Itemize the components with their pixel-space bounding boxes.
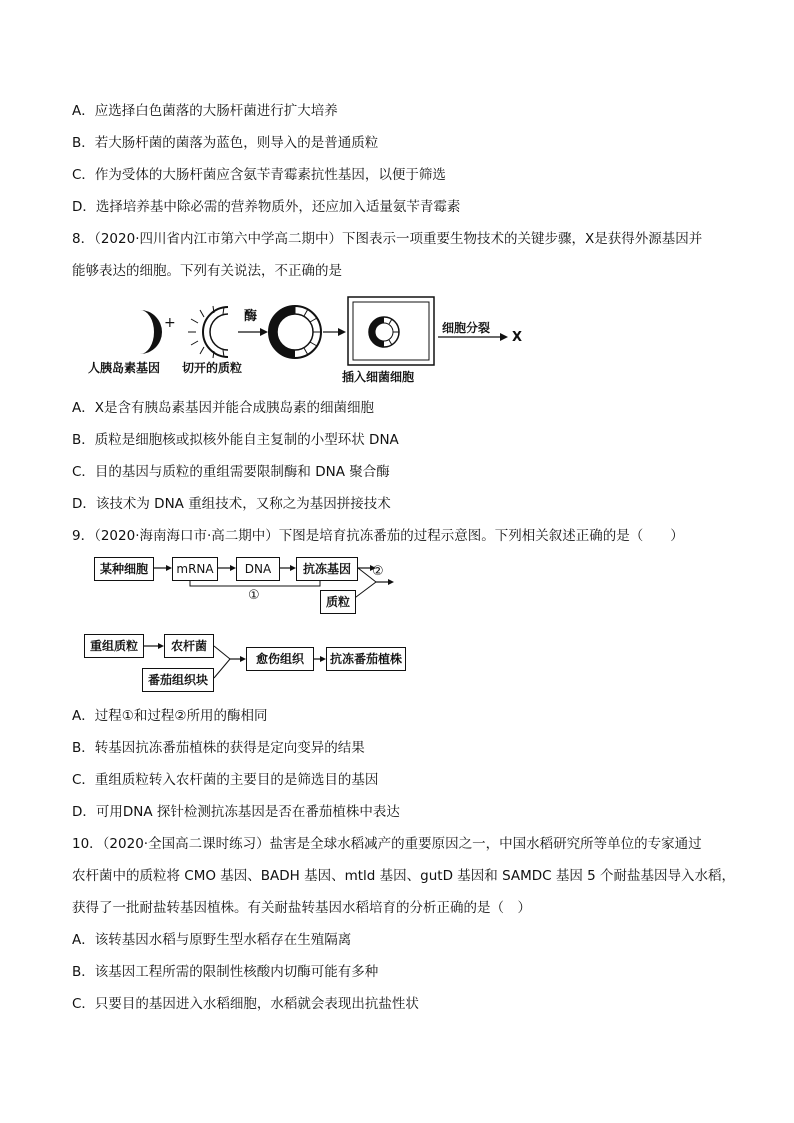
q10-option-b: B．该基因工程所需的限制性核酸内切酶可能有多种 (72, 964, 379, 980)
q8-option-a: A．X是含有胰岛素基因并能合成胰岛素的细菌细胞 (72, 400, 374, 416)
opened-plasmid-shape (188, 306, 228, 358)
box-recombinant-plasmid: 重组质粒 (84, 634, 144, 658)
x-label: X (512, 330, 523, 345)
q8-option-b: B．质粒是细胞核或拟核外能自主复制的小型环状 DNA (72, 432, 399, 448)
box-agrobacterium: 农杆菌 (164, 634, 214, 658)
q8-stem-line2: 能够表达的细胞。下列有关说法，不正确的是 (72, 263, 342, 279)
recombinant-plasmid-shape (269, 306, 321, 358)
q8-stem-line1: 8．（2020·四川省内江市第六中学高二期中）下图表示一项重要生物技术的关键步骤，X是获得外源基因并 (72, 231, 703, 247)
box-antifreeze-gene: 抗冻基因 (296, 557, 358, 581)
q7-option-a: A．应选择白色菌落的大肠杆菌进行扩大培养 (72, 103, 338, 119)
insulin-gene-shape (140, 310, 162, 354)
bacterial-cell-shape (348, 297, 434, 365)
q9-figure (80, 552, 410, 697)
q7-option-c: C．作为受体的大肠杆菌应含氨苄青霉素抗性基因，以便于筛选 (72, 167, 446, 183)
box-callus: 愈伤组织 (246, 647, 314, 671)
insert-bacteria-label: 插入细菌细胞 (342, 370, 415, 384)
q10-stem-line3: 获得了一批耐盐转基因植株。有关耐盐转基因水稻培育的分析正确的是（ ） (72, 900, 531, 916)
q9-option-d: D．可用DNA 探针检测抗冻基因是否在番茄植株中表达 (72, 804, 400, 820)
enzyme-label: 酶 (244, 309, 258, 324)
box-some-cell: 某种细胞 (94, 557, 154, 581)
q8-option-c: C．目的基因与质粒的重组需要限制酶和 DNA 聚合酶 (72, 464, 390, 480)
q9-option-c: C．重组质粒转入农杆菌的主要目的是筛选目的基因 (72, 772, 379, 788)
q9-stem: 9．（2020·海南海口市·高二期中）下图是培育抗冻番茄的过程示意图。下列相关叙述正确的是（ ） (72, 528, 684, 544)
plus-sign: + (164, 315, 176, 331)
box-dna: DNA (236, 557, 280, 581)
process-2-mark: ② (372, 564, 384, 579)
cell-division-label: 细胞分裂 (442, 321, 491, 335)
q9-option-b: B．转基因抗冻番茄植株的获得是定向变异的结果 (72, 740, 365, 756)
box-plasmid: 质粒 (320, 590, 356, 614)
q10-stem-line1: 10．（2020·全国高二课时练习）盐害是全球水稻减产的重要原因之一，中国水稻研究所等单位的专家通过 (72, 836, 702, 852)
q7-option-b: B．若大肠杆菌的菌落为蓝色，则导入的是普通质粒 (72, 135, 379, 151)
q8-option-d: D．该技术为 DNA 重组技术，又称之为基因拼接技术 (72, 496, 391, 512)
process-1-mark: ① (248, 588, 260, 603)
q9-option-a: A．过程①和过程②所用的酶相同 (72, 708, 268, 724)
q10-stem-line2: 农杆菌中的质粒将 CMO 基因、BADH 基因、mtld 基因、gutD 基因和 SAMDC 基因 5 个耐盐基因导入水稻， (72, 868, 736, 884)
q7-option-d: D．选择培养基中除必需的营养物质外，还应加入适量氨苄青霉素 (72, 199, 461, 215)
opened-plasmid-label: 切开的质粒 (182, 361, 243, 375)
insulin-gene-label: 人胰岛素基因 (88, 361, 161, 375)
box-mrna: mRNA (172, 557, 218, 581)
box-antifreeze-plant: 抗冻番茄植株 (326, 647, 406, 671)
q10-option-c: C．只要目的基因进入水稻细胞，水稻就会表现出抗盐性状 (72, 996, 419, 1012)
q10-option-a: A．该转基因水稻与原野生型水稻存在生殖隔离 (72, 932, 352, 948)
q8-figure (88, 292, 540, 387)
box-tomato-tissue: 番茄组织块 (142, 668, 214, 692)
